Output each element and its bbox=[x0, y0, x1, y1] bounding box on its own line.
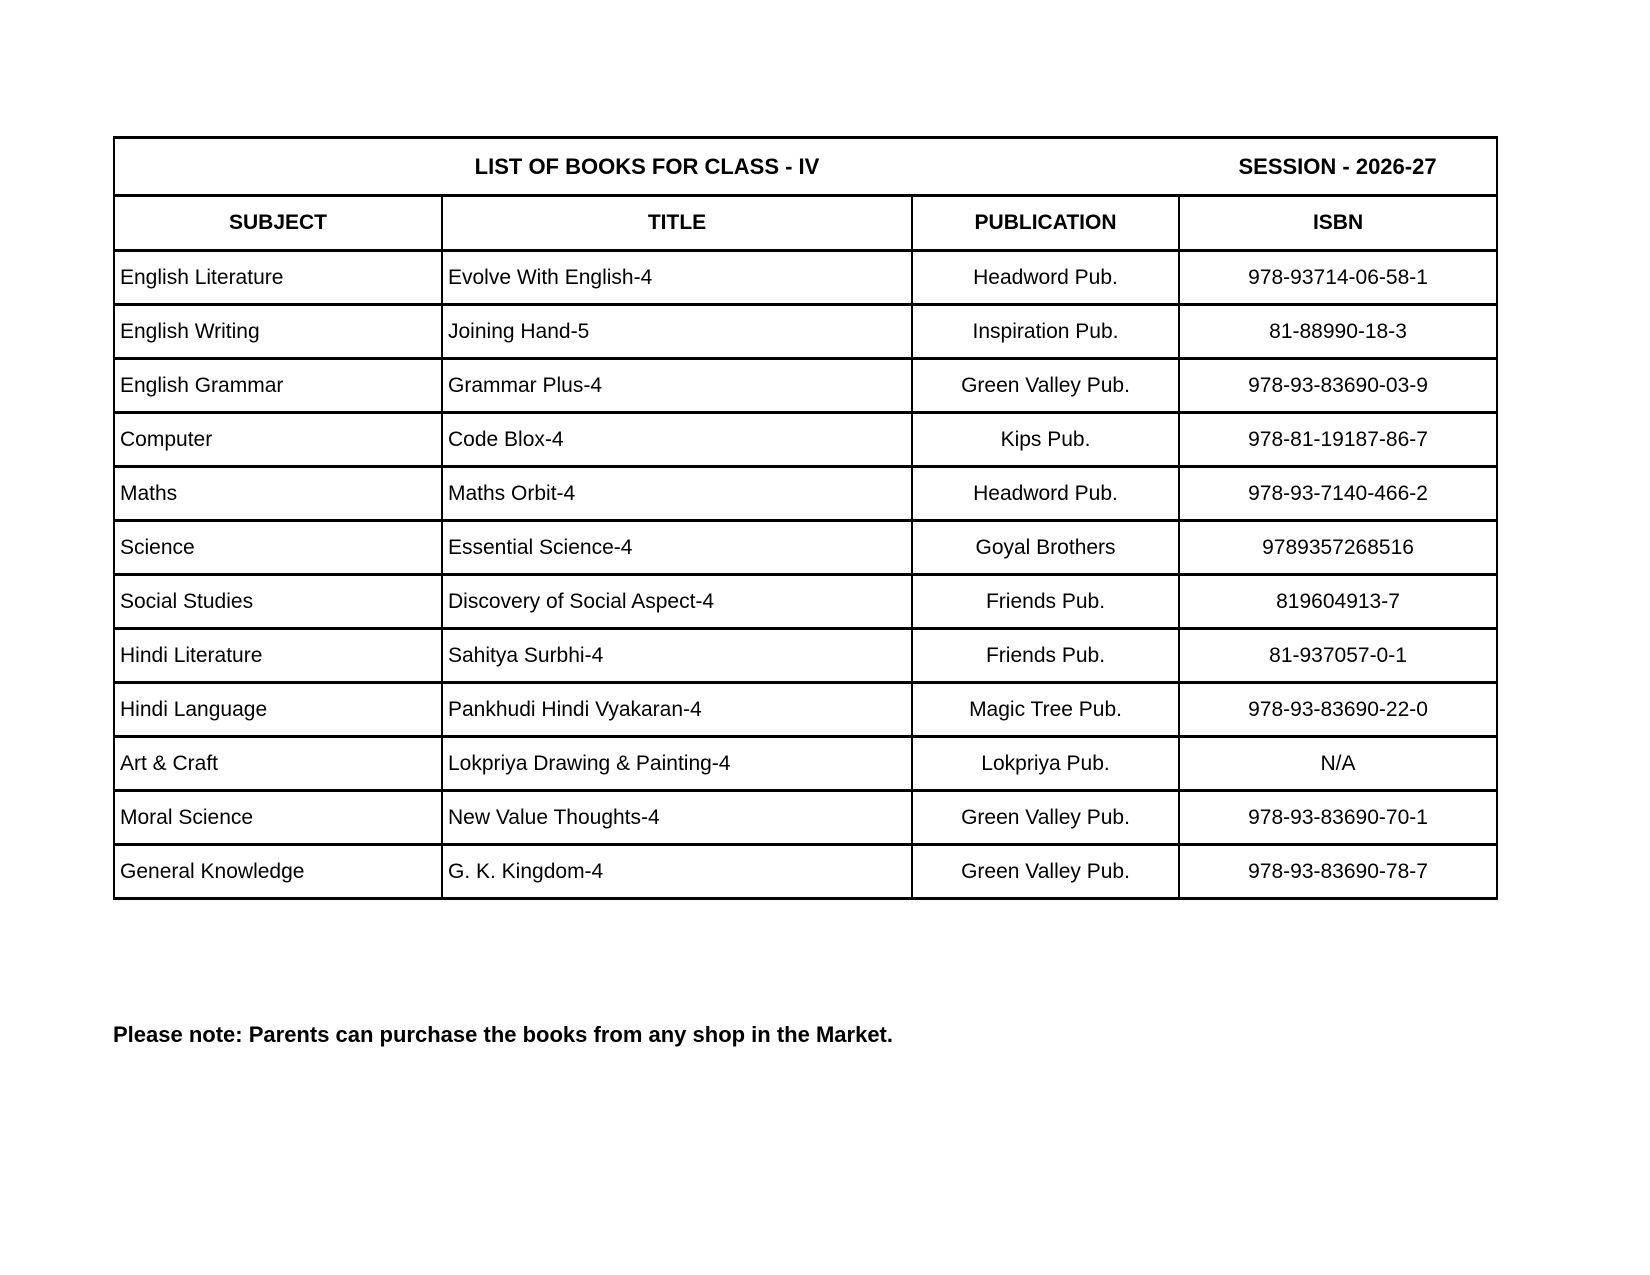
subject-cell: Art & Craft bbox=[114, 737, 442, 791]
publication-cell: Green Valley Pub. bbox=[912, 791, 1179, 845]
title-cell: Pankhudi Hindi Vyakaran-4 bbox=[442, 683, 912, 737]
table-row bbox=[114, 521, 1497, 575]
isbn-cell: 978-93-83690-70-1 bbox=[1179, 791, 1497, 845]
table-title-row bbox=[114, 138, 1497, 196]
table-row bbox=[114, 413, 1497, 467]
publication-cell: Inspiration Pub. bbox=[912, 305, 1179, 359]
table-row bbox=[114, 305, 1497, 359]
title-cell: Sahitya Surbhi-4 bbox=[442, 629, 912, 683]
subject-cell: English Literature bbox=[114, 251, 442, 305]
book-list-table bbox=[113, 136, 1498, 900]
table-title: LIST OF BOOKS FOR CLASS - IV bbox=[114, 138, 1179, 196]
isbn-cell: 81-937057-0-1 bbox=[1179, 629, 1497, 683]
publication-cell: Headword Pub. bbox=[912, 251, 1179, 305]
table-row bbox=[114, 251, 1497, 305]
isbn-cell: 978-93714-06-58-1 bbox=[1179, 251, 1497, 305]
footer-note: Please note: Parents can purchase the books from any shop in the Market. bbox=[113, 1022, 893, 1047]
isbn-cell: 81-88990-18-3 bbox=[1179, 305, 1497, 359]
publication-cell: Green Valley Pub. bbox=[912, 359, 1179, 413]
publication-cell: Lokpriya Pub. bbox=[912, 737, 1179, 791]
subject-cell: English Grammar bbox=[114, 359, 442, 413]
table-row bbox=[114, 575, 1497, 629]
title-cell: Grammar Plus-4 bbox=[442, 359, 912, 413]
subject-cell: Maths bbox=[114, 467, 442, 521]
subject-cell: Computer bbox=[114, 413, 442, 467]
title-cell: Essential Science-4 bbox=[442, 521, 912, 575]
table-row bbox=[114, 791, 1497, 845]
isbn-cell: 9789357268516 bbox=[1179, 521, 1497, 575]
table-row bbox=[114, 629, 1497, 683]
publication-cell: Friends Pub. bbox=[912, 629, 1179, 683]
subject-cell: Social Studies bbox=[114, 575, 442, 629]
subject-cell: Hindi Language bbox=[114, 683, 442, 737]
title-cell: Code Blox-4 bbox=[442, 413, 912, 467]
table-row bbox=[114, 683, 1497, 737]
book-table-body bbox=[114, 251, 1497, 899]
subject-cell: English Writing bbox=[114, 305, 442, 359]
isbn-cell: 978-93-7140-466-2 bbox=[1179, 467, 1497, 521]
session-label: SESSION - 2026-27 bbox=[1179, 138, 1497, 196]
table-row bbox=[114, 737, 1497, 791]
title-cell: Joining Hand-5 bbox=[442, 305, 912, 359]
isbn-cell: 978-93-83690-78-7 bbox=[1179, 845, 1497, 899]
isbn-cell: 819604913-7 bbox=[1179, 575, 1497, 629]
isbn-cell: 978-93-83690-22-0 bbox=[1179, 683, 1497, 737]
publication-cell: Kips Pub. bbox=[912, 413, 1179, 467]
publication-cell: Headword Pub. bbox=[912, 467, 1179, 521]
column-header-isbn: ISBN bbox=[1179, 196, 1497, 251]
table-row bbox=[114, 467, 1497, 521]
title-cell: Maths Orbit-4 bbox=[442, 467, 912, 521]
publication-cell: Magic Tree Pub. bbox=[912, 683, 1179, 737]
column-header-title: TITLE bbox=[442, 196, 912, 251]
table-row bbox=[114, 359, 1497, 413]
subject-cell: General Knowledge bbox=[114, 845, 442, 899]
table-header-row bbox=[114, 196, 1497, 251]
title-cell: Evolve With English-4 bbox=[442, 251, 912, 305]
subject-cell: Moral Science bbox=[114, 791, 442, 845]
isbn-cell: 978-81-19187-86-7 bbox=[1179, 413, 1497, 467]
column-header-subject: SUBJECT bbox=[114, 196, 442, 251]
subject-cell: Hindi Literature bbox=[114, 629, 442, 683]
column-header-publication: PUBLICATION bbox=[912, 196, 1179, 251]
publication-cell: Green Valley Pub. bbox=[912, 845, 1179, 899]
title-cell: New Value Thoughts-4 bbox=[442, 791, 912, 845]
table-row bbox=[114, 845, 1497, 899]
publication-cell: Friends Pub. bbox=[912, 575, 1179, 629]
isbn-cell: 978-93-83690-03-9 bbox=[1179, 359, 1497, 413]
subject-cell: Science bbox=[114, 521, 442, 575]
title-cell: Lokpriya Drawing & Painting-4 bbox=[442, 737, 912, 791]
isbn-cell: N/A bbox=[1179, 737, 1497, 791]
title-cell: Discovery of Social Aspect-4 bbox=[442, 575, 912, 629]
publication-cell: Goyal Brothers bbox=[912, 521, 1179, 575]
title-cell: G. K. Kingdom-4 bbox=[442, 845, 912, 899]
